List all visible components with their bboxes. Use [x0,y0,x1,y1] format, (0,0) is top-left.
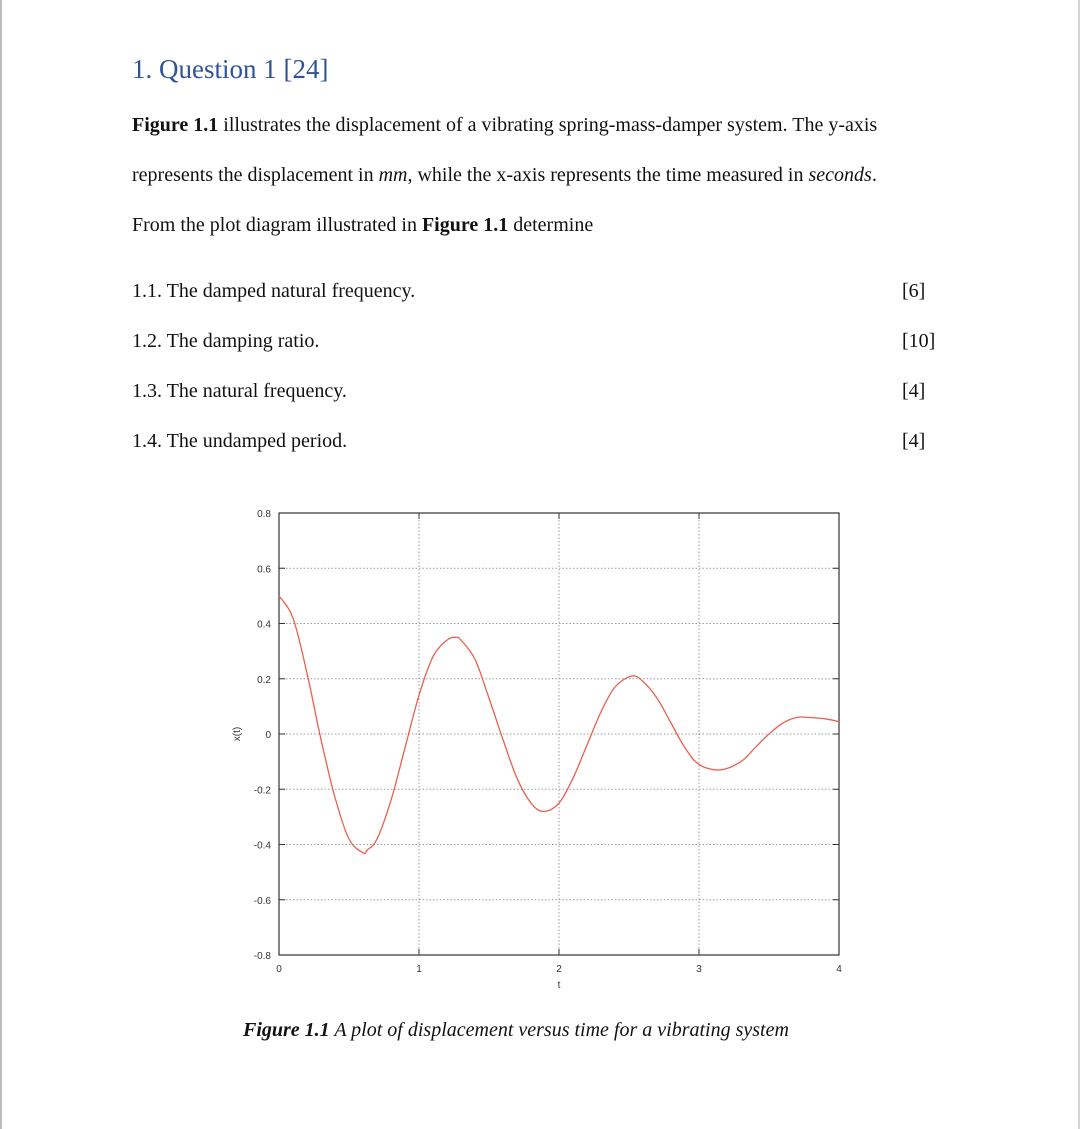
y-tick-label: 0.8 [257,509,271,520]
x-axis-label: t [557,980,561,991]
question-marks: [4] [902,430,926,452]
y-tick-label: 0.2 [257,674,271,686]
intro-text-2c: . [871,164,877,186]
y-axis-label: x(t) [232,726,243,742]
unit-seconds: seconds [808,164,872,186]
intro-text-3a: From the plot diagram illustrated in [132,214,422,236]
caption-figure-ref: Figure 1.1 [243,1019,330,1041]
y-tick-label: 0.6 [257,564,271,576]
y-tick-label: -0.4 [253,840,271,852]
y-tick-label: -0.6 [253,895,271,907]
intro-text-3b: determine [508,214,594,236]
x-tick-label: 0 [276,964,282,975]
figure-ref-2: Figure 1.1 [421,214,509,236]
question-heading: 1. Question 1 [24] [132,54,329,84]
question-marks: [10] [902,330,936,352]
x-tick-label: 2 [556,964,562,975]
intro-text-2b: , while the x-axis represents the time measured in [407,164,809,186]
question-marks: [6] [902,280,926,302]
caption-text: A plot of displacement versus time for a vibrating system [329,1019,789,1041]
figure-ref: Figure 1.1 [132,114,219,136]
x-tick-label: 3 [696,964,702,975]
x-tick-label: 4 [836,964,842,975]
intro-text-2a: represents the displacement in [132,164,379,186]
x-tick-label: 1 [416,964,422,975]
y-tick-label: -0.2 [253,785,271,797]
question-marks: [4] [902,380,926,402]
y-tick-label: 0 [265,730,271,741]
question-label: 1.1. The damped natural frequency. [132,280,416,302]
question-label: 1.2. The damping ratio. [132,330,320,352]
question-label: 1.3. The natural frequency. [132,380,347,402]
y-tick-label: 0.4 [257,619,271,631]
figure-caption [243,1019,789,1042]
intro-text-1: illustrates the displacement of a vibrating spring-mass-damper system. The y-axis [218,114,878,136]
unit-mm: mm [378,164,408,186]
y-tick-label: -0.8 [253,951,271,962]
question-label: 1.4. The undamped period. [132,430,348,452]
